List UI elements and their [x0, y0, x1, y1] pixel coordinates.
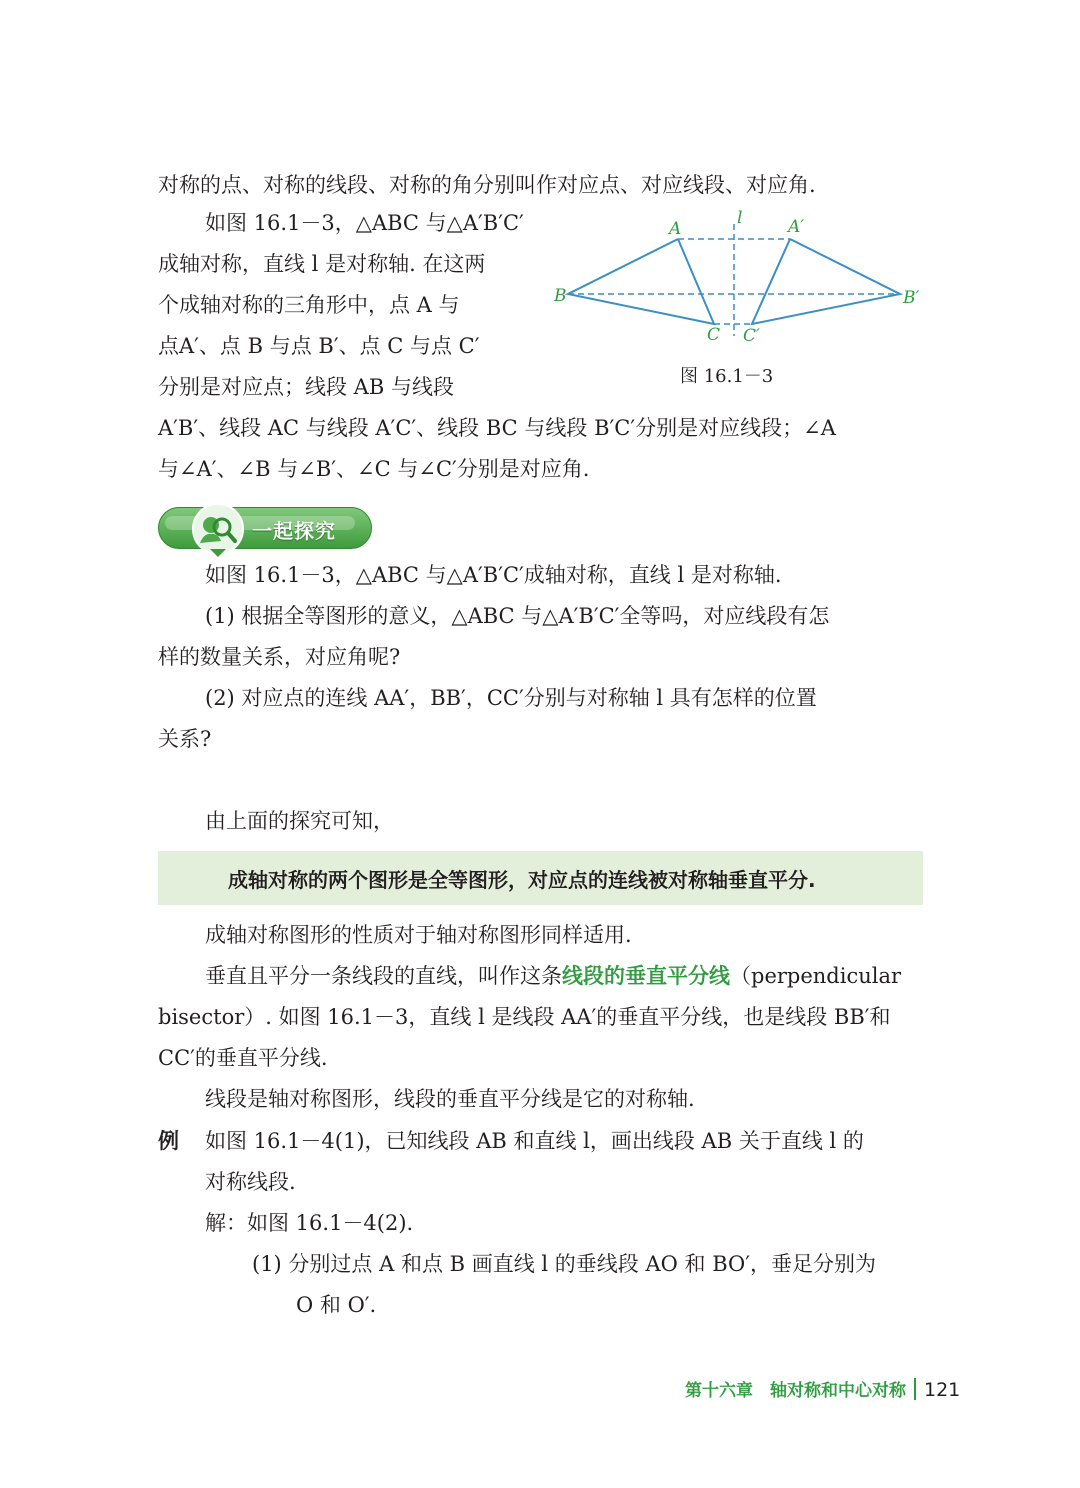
conclusion-intro: 由上面的探究可知，	[205, 809, 394, 833]
magnifier-icon	[192, 503, 244, 555]
paragraph: bisector）. 如图 16.1－3，直线 l 是线段 AA′的垂直平分线，也是线段 BB′和	[158, 1005, 891, 1029]
inquiry-question-1-cont: 样的数量关系，对应角呢?	[158, 645, 401, 669]
label-b: B	[554, 286, 567, 306]
badge-label: 一起探究	[252, 519, 336, 543]
text-line: 如图 16.1－3，△ABC 与△A′B′C′	[205, 211, 524, 235]
label-b-prime: B′	[903, 288, 920, 308]
dashed-lines	[568, 224, 900, 336]
inquiry-intro: 如图 16.1－3，△ABC 与△A′B′C′成轴对称，直线 l 是对称轴.	[205, 563, 782, 587]
triangles	[568, 239, 900, 324]
solution-step-1: (1) 分别过点 A 和点 B 画直线 l 的垂线段 AO 和 BO′，垂足分别为	[252, 1252, 876, 1276]
inquiry-question-1: (1) 根据全等图形的意义，△ABC 与△A′B′C′全等吗，对应线段有怎	[205, 604, 830, 628]
text-line: 个成轴对称的三角形中，点 A 与	[158, 293, 460, 317]
paragraph: 成轴对称图形的性质对于轴对称图形同样适用.	[205, 923, 632, 947]
page-number: 121	[924, 1379, 961, 1401]
chapter-title: 第十六章 轴对称和中心对称	[685, 1381, 906, 1401]
label-l: l	[737, 210, 743, 228]
example-text-cont: 对称线段.	[205, 1170, 296, 1194]
paragraph: 线段是轴对称图形，线段的垂直平分线是它的对称轴.	[205, 1087, 695, 1111]
inquiry-question-2: (2) 对应点的连线 AA′，BB′，CC′分别与对称轴 l 具有怎样的位置	[205, 686, 817, 710]
page-footer	[685, 1378, 960, 1403]
label-c: C	[707, 325, 721, 345]
example-label: 例	[158, 1129, 179, 1153]
text-line: 分别是对应点；线段 AB 与线段	[158, 375, 454, 399]
triangle-abc	[568, 239, 714, 324]
triangle-abc-prime	[752, 239, 900, 324]
label-a-prime: A′	[788, 217, 805, 237]
solution-line: 解：如图 16.1－4(2).	[205, 1211, 414, 1235]
term-perpendicular-bisector: 线段的垂直平分线	[562, 964, 730, 988]
text-line: 成轴对称，直线 l 是对称轴. 在这两	[158, 252, 486, 276]
example-text: 如图 16.1－4(1)，已知线段 AB 和直线 l，画出线段 AB 关于直线 l 的	[205, 1129, 864, 1153]
label-a: A	[669, 219, 682, 239]
figure-caption: 图 16.1－3	[680, 366, 774, 387]
badge-pointer	[210, 549, 226, 557]
text-line: A′B′、线段 AC 与线段 A′C′、线段 BC 与线段 B′C′分别是对应线段；∠A	[158, 416, 836, 440]
footer-divider	[914, 1378, 916, 1400]
summary-box	[158, 851, 923, 905]
label-c-prime: C′	[743, 326, 760, 345]
definition-text: 垂直且平分一条线段的直线，叫作这条	[205, 964, 562, 988]
definition-english: （perpendicular	[730, 964, 902, 988]
inquiry-question-2-cont: 关系?	[158, 727, 212, 751]
inquiry-badge	[158, 503, 372, 553]
paragraph: CC′的垂直平分线.	[158, 1046, 328, 1070]
solution-step-1-cont: O 和 O′.	[296, 1293, 377, 1317]
triangle-symmetry-figure	[548, 210, 928, 345]
text-line: 对称的点、对称的线段、对称的角分别叫作对应点、对应线段、对应角.	[158, 173, 816, 197]
text-line: 与∠A′、∠B 与∠B′、∠C 与∠C′分别是对应角.	[158, 457, 590, 481]
summary-text: 成轴对称的两个图形是全等图形，对应点的连线被对称轴垂直平分.	[228, 868, 816, 892]
text-line: 点A′、点 B 与点 B′、点 C 与点 C′	[158, 334, 480, 358]
definition-line	[205, 961, 970, 991]
